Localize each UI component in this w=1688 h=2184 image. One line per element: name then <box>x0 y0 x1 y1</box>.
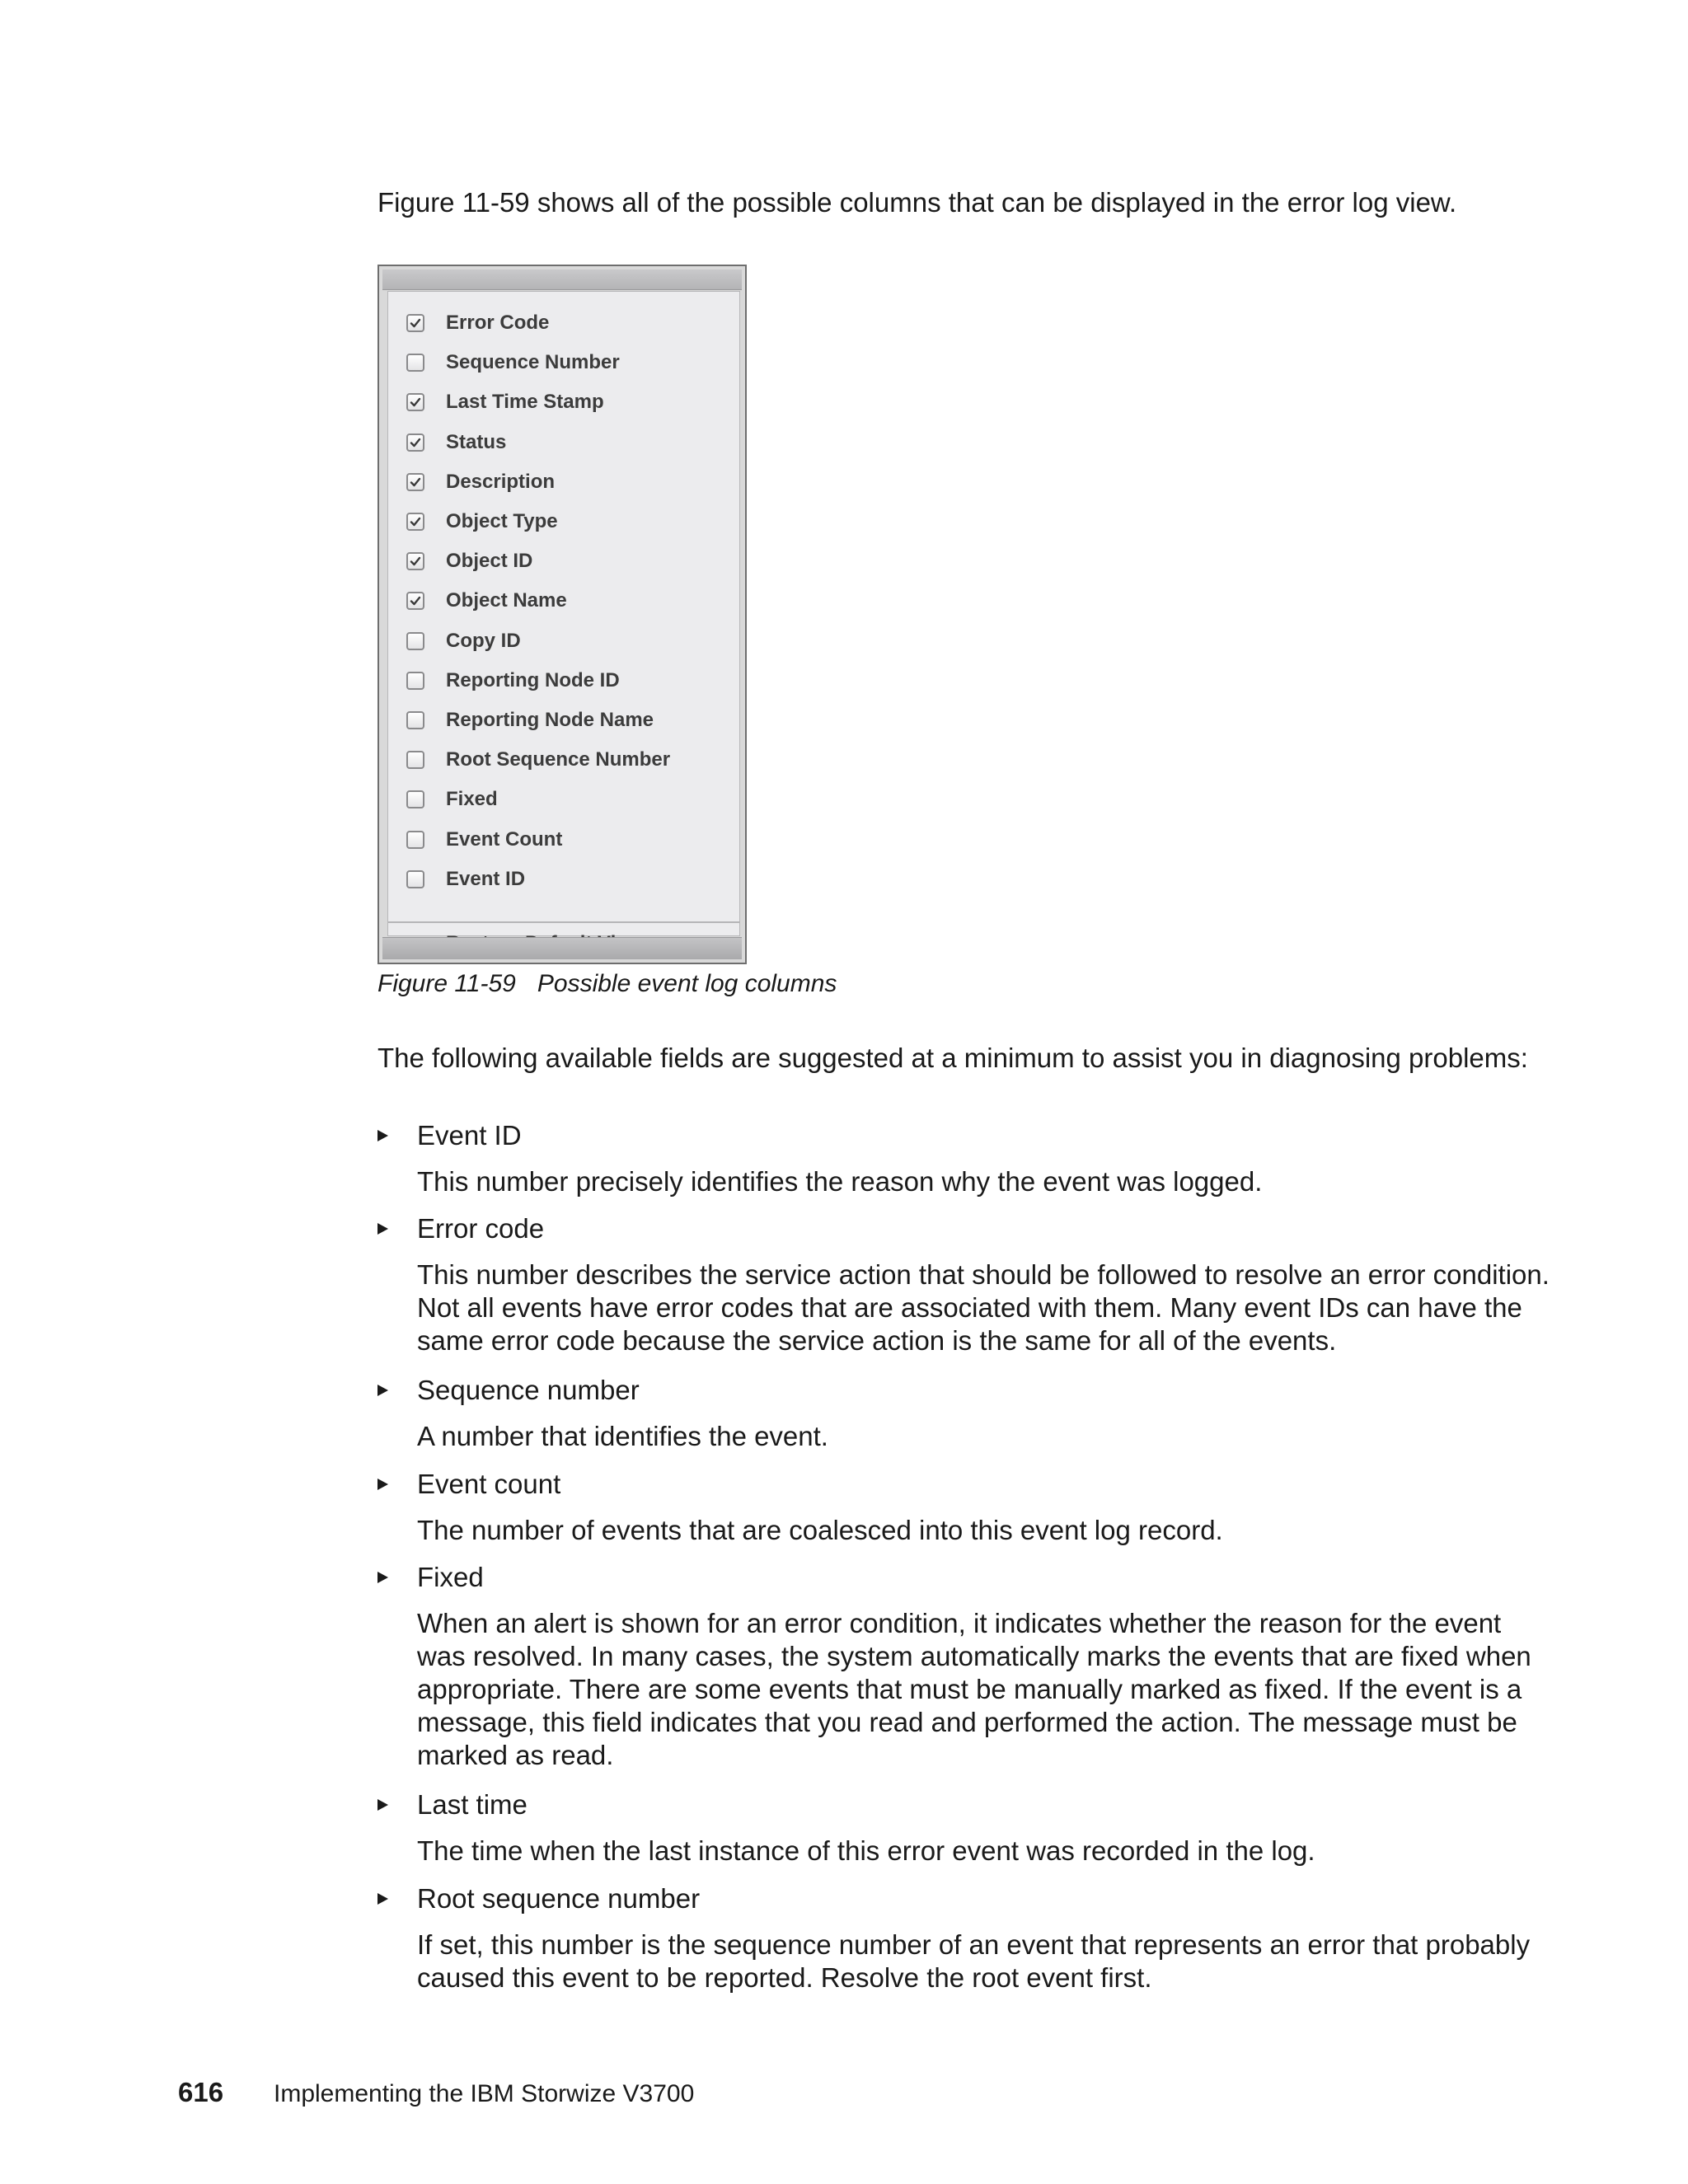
checked-checkbox[interactable] <box>406 314 424 332</box>
column-option[interactable] <box>388 303 739 343</box>
book-title: Implementing the IBM Storwize V3700 <box>274 2080 695 2107</box>
checked-checkbox[interactable] <box>406 552 424 570</box>
field-description: This number precisely identifies the reason why the event was logged. <box>417 1166 1263 1197</box>
column-option-label: Status <box>446 430 507 453</box>
field-description: If set, this number is the sequence number of an event that represents an error that probably caused this event to be reported. Resolve the root event first. <box>417 1929 1531 1993</box>
menu-separator <box>388 921 739 923</box>
column-option-label: Object ID <box>446 550 533 573</box>
field-name <box>417 1212 544 1245</box>
field-description: When an alert is shown for an error condition, it indicates whether the reason for the event was resolved. In many cases, the system automatically marks the events that are fixed when appropriate. There are some events that must be manually marked as fixed. If the event is a message, this field indicates that you read and performed the action. The message must be marked as read. <box>417 1608 1531 1770</box>
unchecked-checkbox[interactable] <box>406 870 424 888</box>
unchecked-checkbox[interactable] <box>406 711 424 729</box>
bullet-arrow-icon <box>377 1799 388 1811</box>
column-menu <box>387 291 740 936</box>
column-chooser-figure <box>377 265 747 964</box>
bullet-arrow-icon <box>377 1223 388 1235</box>
field-name-text: Root sequence number <box>417 1883 701 1914</box>
column-option-label: Fixed <box>446 788 498 811</box>
field-name-text: Event count <box>417 1469 561 1499</box>
field-name <box>417 1561 484 1594</box>
bullet-arrow-icon <box>377 1893 388 1905</box>
field-name <box>417 1119 522 1152</box>
field-name-text: Event ID <box>417 1120 522 1151</box>
unchecked-checkbox[interactable] <box>406 751 424 769</box>
column-option-label: Object Name <box>446 589 567 612</box>
column-option[interactable] <box>388 820 739 860</box>
checked-checkbox[interactable] <box>406 513 424 531</box>
checked-checkbox[interactable] <box>406 393 424 411</box>
field-description: A number that identifies the event. <box>417 1421 828 1451</box>
column-option-label: Object Type <box>446 510 558 532</box>
checked-checkbox[interactable] <box>406 592 424 610</box>
field-name <box>417 1788 528 1821</box>
column-option[interactable] <box>388 780 739 819</box>
checked-checkbox[interactable] <box>406 473 424 491</box>
field-description: The number of events that are coalesced into this event log record. <box>417 1515 1223 1545</box>
column-option[interactable] <box>388 423 739 462</box>
column-option[interactable] <box>388 860 739 899</box>
checkmark-icon <box>409 476 422 489</box>
column-option-label: Reporting Node Name <box>446 709 654 731</box>
bullet-arrow-icon <box>377 1130 388 1141</box>
column-option-label: Sequence Number <box>446 351 620 374</box>
figure-caption <box>377 969 837 999</box>
bullet-arrow-icon <box>377 1479 388 1490</box>
checkmark-icon <box>409 396 422 409</box>
field-name-text: Last time <box>417 1789 528 1820</box>
field-name-text: Error code <box>417 1213 545 1244</box>
bullet-arrow-icon <box>377 1385 388 1396</box>
field-name <box>417 1374 640 1407</box>
column-option[interactable] <box>388 740 739 780</box>
column-option-label: Event Count <box>446 827 563 851</box>
intro-paragraph: Figure 11-59 shows all of the possible columns that can be displayed in the error log view. <box>377 187 1457 218</box>
caption-title: Possible event log columns <box>537 970 837 997</box>
column-option[interactable] <box>388 701 739 740</box>
column-option-label: Description <box>446 470 556 493</box>
column-option-label: Reporting Node ID <box>446 668 620 691</box>
column-option[interactable] <box>388 621 739 661</box>
column-option[interactable] <box>388 541 739 581</box>
unchecked-checkbox[interactable] <box>406 672 424 690</box>
unchecked-checkbox[interactable] <box>406 632 424 650</box>
column-option-label: Event ID <box>446 867 526 890</box>
unchecked-checkbox[interactable] <box>406 790 424 808</box>
field-description: The time when the last instance of this error event was recorded in the log. <box>417 1835 1315 1866</box>
fields-intro-paragraph: The following available fields are suggested at a minimum to assist you in diagnosing problems: <box>377 1043 1528 1073</box>
unchecked-checkbox[interactable] <box>406 354 424 372</box>
field-description: This number describes the service action that should be followed to resolve an error condition. Not all events have error codes that are associated with them. Many event IDs can have the same error code because the service action is the same for all of the events. <box>417 1259 1550 1356</box>
column-option-label: Copy ID <box>446 629 521 652</box>
field-name <box>417 1468 560 1501</box>
column-option[interactable] <box>388 343 739 382</box>
column-option[interactable] <box>388 502 739 541</box>
menu-top-bar <box>382 269 742 290</box>
field-name-text: Sequence number <box>417 1375 640 1405</box>
checkmark-icon <box>409 594 422 607</box>
column-option[interactable] <box>388 661 739 701</box>
unchecked-checkbox[interactable] <box>406 831 424 849</box>
menu-bottom-bar <box>382 937 742 959</box>
column-option[interactable] <box>388 581 739 621</box>
column-option-label: Last Time Stamp <box>446 391 604 414</box>
column-option-label: Error Code <box>446 312 550 334</box>
field-name <box>417 1882 700 1915</box>
page-footer <box>178 2077 694 2108</box>
caption-number: Figure 11-59 <box>377 970 516 997</box>
checkmark-icon <box>409 555 422 568</box>
field-name-text: Fixed <box>417 1562 484 1592</box>
checkmark-icon <box>409 436 422 449</box>
checked-checkbox[interactable] <box>406 434 424 452</box>
column-option[interactable] <box>388 382 739 422</box>
checkmark-icon <box>409 316 422 330</box>
page-number: 616 <box>178 2077 224 2107</box>
column-option[interactable] <box>388 462 739 502</box>
checkmark-icon <box>409 515 422 528</box>
column-option-label: Root Sequence Number <box>446 748 671 771</box>
bullet-arrow-icon <box>377 1572 388 1583</box>
